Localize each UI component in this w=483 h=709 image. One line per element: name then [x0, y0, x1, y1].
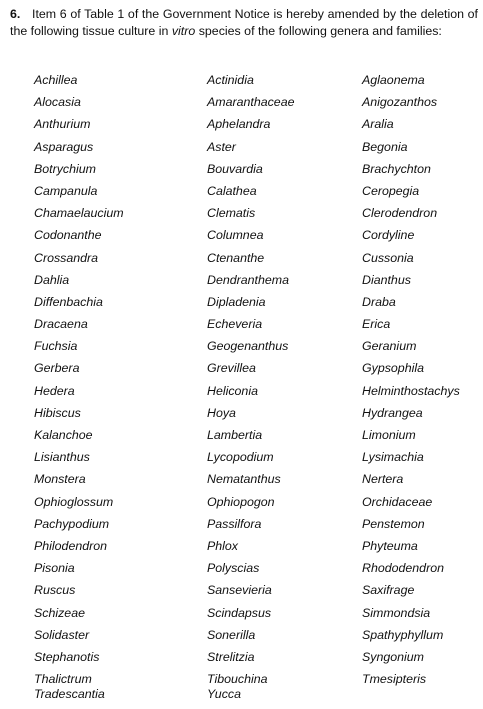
species-name: Draba	[362, 294, 396, 309]
species-name: Gypsophila	[362, 361, 424, 376]
species-name: Cussonia	[362, 250, 414, 265]
item-number: 6.	[10, 7, 21, 21]
species-name: Anthurium	[34, 117, 91, 132]
species-name: Asparagus	[34, 139, 94, 154]
species-name: Hoya	[207, 405, 236, 420]
species-name: Campanula	[34, 183, 98, 198]
species-name: Solidaster	[34, 627, 90, 642]
species-name: Hibiscus	[34, 405, 81, 420]
species-name: Dianthus	[362, 272, 411, 287]
species-name: Dracaena	[34, 317, 88, 332]
item-text-before: Item 6 of Table 1 of the Government Notice is hereby amended by the deletion of the following tissue culture in	[10, 7, 478, 38]
species-name: Codonanthe	[34, 228, 102, 243]
species-name: Lambertia	[207, 428, 263, 442]
species-name: Tibouchina	[207, 672, 268, 687]
species-name: Columnea	[207, 228, 264, 243]
species-name: Nertera	[362, 472, 404, 487]
species-name: Orchidaceae	[362, 494, 433, 509]
species-name: Begonia	[362, 139, 408, 154]
species-name: Cordyline	[362, 228, 415, 243]
species-name: Stephanotis	[34, 649, 100, 664]
species-name: Schizeae	[34, 605, 85, 620]
species-name: Ruscus	[34, 583, 76, 598]
species-name: Lisianthus	[34, 450, 90, 465]
species-name: Helminthostachys	[362, 383, 460, 398]
species-name: Alocasia	[34, 95, 81, 110]
species-name: Pisonia	[34, 561, 75, 576]
species-name: Ophioglossum	[34, 494, 114, 509]
species-name: Calathea	[207, 183, 257, 198]
species-name: Lysimachia	[362, 450, 424, 465]
species-name: Geogenanthus	[207, 339, 289, 354]
species-name: Sonerilla	[207, 627, 256, 642]
species-name: Achillea	[34, 73, 78, 87]
species-column-2	[207, 73, 294, 709]
species-name: Chamaelaucium	[34, 206, 124, 221]
species-name: Scindapsus	[207, 605, 272, 620]
species-name: Actinidia	[207, 73, 254, 87]
species-name: Tradescantia	[34, 687, 105, 702]
species-name: Sansevieria	[207, 583, 272, 598]
species-name: Saxifrage	[362, 583, 415, 598]
species-name: Strelitzia	[207, 649, 255, 664]
species-name: Grevillea	[207, 361, 256, 376]
item-paragraph	[10, 6, 478, 39]
species-name: Brachychton	[362, 161, 431, 176]
species-name: Diffenbachia	[34, 294, 103, 309]
species-name: Botrychium	[34, 161, 96, 176]
species-name: Yucca	[207, 687, 241, 702]
species-name: Aster	[207, 139, 236, 154]
item-text-after: species of the following genera and families:	[195, 23, 442, 38]
item-text-italic: vitro	[171, 23, 196, 38]
species-column-3	[362, 73, 460, 694]
species-name: Polyscias	[207, 561, 260, 576]
species-name: Amaranthaceae	[207, 95, 295, 110]
species-name: Tmesipteris	[362, 672, 427, 687]
species-name: Hedera	[34, 383, 75, 398]
species-name: Syngonium	[362, 649, 424, 664]
species-name: Rhododendron	[362, 561, 444, 576]
species-name: Aralia	[362, 117, 394, 132]
species-name: Thalictrum	[34, 672, 92, 687]
species-name: Kalanchoe	[34, 428, 93, 442]
species-column-1	[34, 73, 124, 709]
species-name: Passilfora	[207, 516, 262, 531]
species-name: Clematis	[207, 206, 256, 221]
species-name: Geranium	[362, 339, 417, 354]
species-name: Lycopodium	[207, 450, 274, 465]
species-name: Bouvardia	[207, 161, 263, 176]
species-name: Heliconia	[207, 383, 258, 398]
species-name: Penstemon	[362, 516, 425, 531]
species-name: Ophiopogon	[207, 494, 275, 509]
species-name: Spathyphyllum	[362, 627, 444, 642]
species-name: Erica	[362, 317, 391, 332]
species-name: Aglaonema	[362, 73, 425, 87]
species-name: Limonium	[362, 428, 416, 442]
species-name: Dendranthema	[207, 272, 289, 287]
species-name: Phyteuma	[362, 538, 418, 553]
species-name: Simmondsia	[362, 605, 431, 620]
species-name: Monstera	[34, 472, 86, 487]
species-name: Ceropegia	[362, 183, 420, 198]
species-name: Nematanthus	[207, 472, 281, 487]
species-name: Philodendron	[34, 538, 108, 553]
species-name: Anigozanthos	[362, 95, 438, 110]
species-name: Gerbera	[34, 361, 80, 376]
species-name: Ctenanthe	[207, 250, 265, 265]
species-name: Dipladenia	[207, 294, 266, 309]
species-name: Aphelandra	[207, 117, 271, 132]
species-name: Pachypodium	[34, 516, 110, 531]
species-name: Echeveria	[207, 317, 263, 332]
species-name: Hydrangea	[362, 405, 423, 420]
species-name: Clerodendron	[362, 206, 438, 221]
species-name: Crossandra	[34, 250, 99, 265]
species-name: Dahlia	[34, 272, 70, 287]
species-name: Phlox	[207, 538, 238, 553]
species-name: Fuchsia	[34, 339, 78, 354]
